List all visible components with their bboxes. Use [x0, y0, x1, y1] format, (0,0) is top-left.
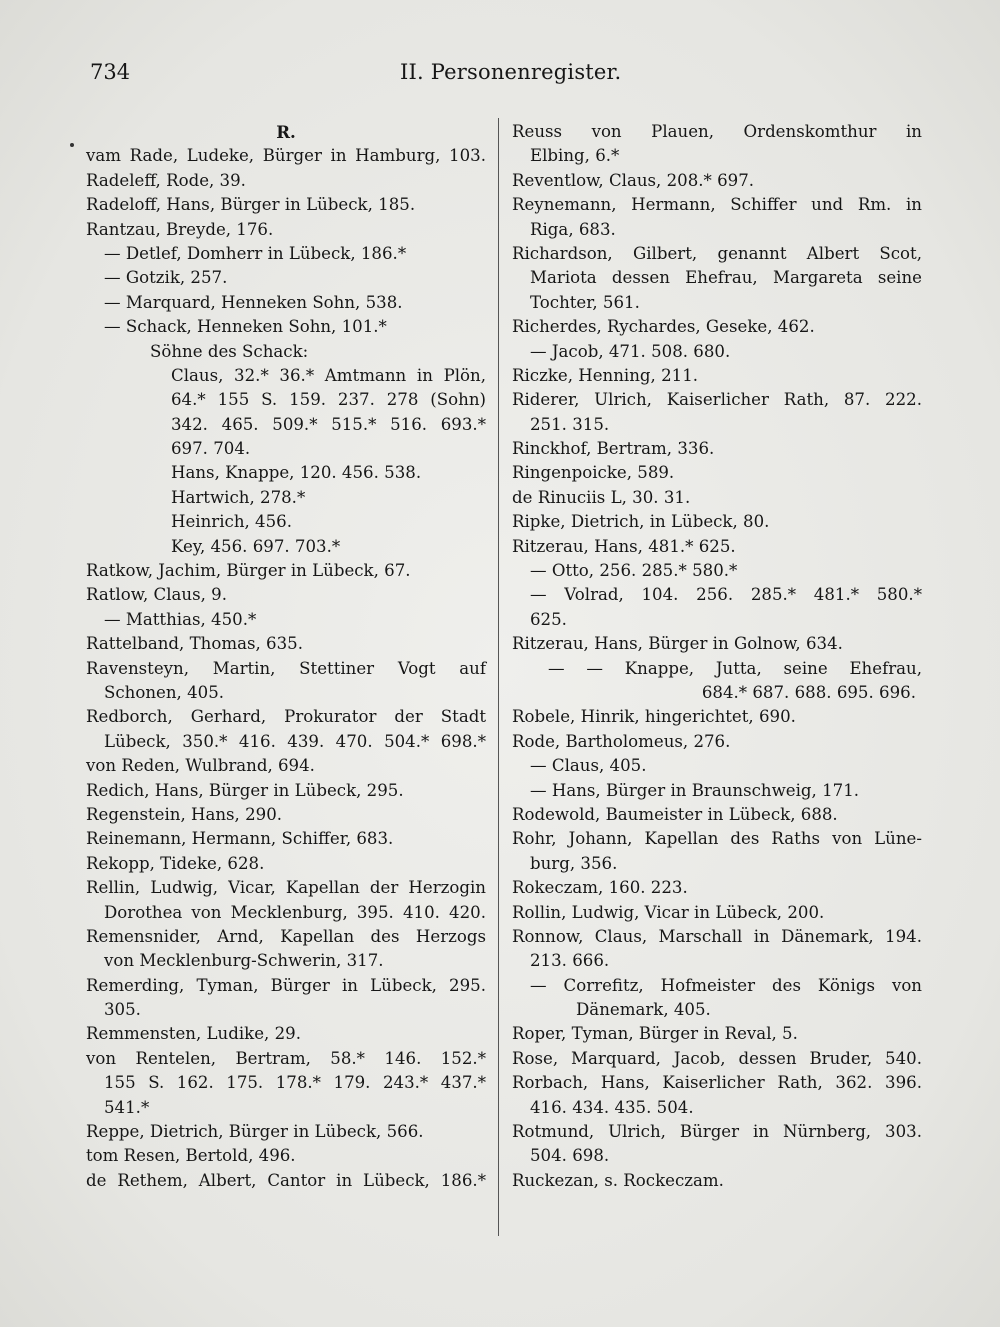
index-entry-line: von Reden, Wulbrand, 694. — [86, 756, 315, 776]
index-entry-line: tom Resen, Bertold, 496. — [86, 1146, 296, 1166]
index-entry-line: vam Rade, Ludeke, Bürger in Hamburg, 103. — [86, 146, 486, 166]
index-entry-line: — Correfitz, Hofmeister des Königs von — [530, 975, 922, 995]
index-entry-line: de Rethem, Albert, Cantor in Lübeck, 186.* — [86, 1170, 486, 1190]
index-entry-line: Redich, Hans, Bürger in Lübeck, 295. — [86, 780, 404, 800]
index-entry-line: Regenstein, Hans, 290. — [86, 804, 283, 824]
index-entry-line: 155 S. 162. 175. 178.* 179. 243.* 437.* — [104, 1073, 486, 1093]
index-entry-line: Reuss von Plauen, Ordenskomthur in — [512, 122, 922, 141]
page-title: II. Personenregister. — [400, 60, 622, 84]
index-entry-line: Richardson, Gilbert, genannt Albert Scot, — [512, 243, 922, 263]
index-entry-line: Remensnider, Arnd, Kapellan des Herzogs — [86, 926, 486, 946]
index-entry-line: — Gotzik, 257. — [104, 268, 228, 288]
section-letter-heading: R. — [276, 122, 296, 142]
index-entry-line: von Mecklenburg-Schwerin, 317. — [104, 951, 384, 971]
index-entry-line: Riga, 683. — [530, 219, 616, 239]
index-entry-line: Rellin, Ludwig, Vicar, Kapellan der Herzogin — [86, 878, 486, 898]
index-entry-line: Reventlow, Claus, 208.* 697. — [512, 170, 755, 190]
index-entry-line: Key, 456. 697. 703.* — [171, 536, 341, 556]
index-entry-line: Ravensteyn, Martin, Stettiner Vogt auf — [86, 658, 486, 678]
index-entry-line: Radeleff, Rode, 39. — [86, 170, 246, 190]
index-entry-line: Rorbach, Hans, Kaiserlicher Rath, 362. 396. — [512, 1073, 922, 1093]
index-entry-line: Rode, Bartholomeus, 276. — [512, 731, 731, 751]
index-entry-line: Ratkow, Jachim, Bürger in Lübeck, 67. — [86, 561, 411, 581]
index-entry-line: Roper, Tyman, Bürger in Reval, 5. — [512, 1024, 798, 1044]
index-entry-line: Tochter, 561. — [530, 292, 640, 312]
index-entry-line: Riderer, Ulrich, Kaiserlicher Rath, 87. 222. — [512, 390, 922, 410]
index-entry-line: Heinrich, 456. — [171, 512, 293, 532]
index-entry-line: Ratlow, Claus, 9. — [86, 585, 227, 605]
index-entry-line: — Matthias, 450.* — [104, 609, 257, 629]
index-entry-line: Remerding, Tyman, Bürger in Lübeck, 295. — [86, 975, 486, 995]
index-entry-line: Dänemark, 405. — [576, 1000, 711, 1020]
margin-mark — [70, 143, 74, 147]
index-entry-line: 251. 315. — [530, 414, 610, 434]
index-entry-line: 697. 704. — [171, 439, 251, 459]
index-entry-line: Riczke, Henning, 211. — [512, 365, 699, 385]
index-entry-line: — Detlef, Domherr in Lübeck, 186.* — [104, 243, 407, 263]
index-entry-line: 625. — [530, 609, 567, 629]
index-entry-line: Reinemann, Hermann, Schiffer, 683. — [86, 829, 394, 849]
index-entry-line: — Marquard, Henneken Sohn, 538. — [104, 292, 403, 312]
index-entry-line: von Rentelen, Bertram, 58.* 146. 152.* — [86, 1048, 486, 1068]
index-entry-line: Hartwich, 278.* — [171, 487, 306, 507]
index-entry-line: — Jacob, 471. 508. 680. — [530, 341, 731, 361]
index-entry-line: Rollin, Ludwig, Vicar in Lübeck, 200. — [512, 902, 825, 922]
index-entry-line: 504. 698. — [530, 1146, 610, 1166]
index-entry-line: Ringenpoicke, 589. — [512, 463, 675, 483]
index-entry-line: Claus, 32.* 36.* Amtmann in Plön, — [171, 365, 486, 385]
column-divider — [498, 118, 499, 1236]
index-entry-line: Reppe, Dietrich, Bürger in Lübeck, 566. — [86, 1122, 424, 1142]
index-entry-line: de Rinuciis L, 30. 31. — [512, 487, 691, 507]
index-entry-line: Remmensten, Ludike, 29. — [86, 1024, 301, 1044]
index-entry-line: Rattelband, Thomas, 635. — [86, 634, 303, 654]
index-entry-line: Rekopp, Tideke, 628. — [86, 853, 265, 873]
index-entry-line: Richerdes, Rychardes, Geseke, 462. — [512, 317, 815, 337]
left-column — [86, 120, 486, 1193]
index-entry-line: — Volrad, 104. 256. 285.* 481.* 580.* — [530, 585, 922, 605]
index-entry-line: 684.* 687. 688. 695. 696. — [701, 682, 916, 702]
index-entry-line: 342. 465. 509.* 515.* 516. 693.* — [171, 414, 486, 434]
index-entry-line: Elbing, 6.* — [530, 146, 620, 166]
index-entry-line: Ripke, Dietrich, in Lübeck, 80. — [512, 512, 770, 532]
index-entry-line: Ronnow, Claus, Marschall in Dänemark, 194. — [512, 926, 922, 946]
index-entry-line: Hans, Knappe, 120. 456. 538. — [171, 463, 422, 483]
index-entry-line: Rotmund, Ulrich, Bürger in Nürnberg, 303. — [512, 1122, 922, 1142]
index-entry-line: Redborch, Gerhard, Prokurator der Stadt — [86, 707, 486, 727]
index-entry-line: Dorothea von Mecklenburg, 395. 410. 420. — [104, 902, 486, 922]
index-entry-line: — Hans, Bürger in Braunschweig, 171. — [530, 780, 860, 800]
index-entry-line: Reynemann, Hermann, Schiffer und Rm. in — [512, 195, 922, 215]
right-column — [512, 120, 922, 1193]
index-entry-line: Schonen, 405. — [104, 682, 225, 702]
index-entry-line: Mariota dessen Ehefrau, Margareta seine — [530, 268, 922, 288]
index-entry-line: Ritzerau, Hans, 481.* 625. — [512, 536, 736, 556]
index-entry-line: Ritzerau, Hans, Bürger in Golnow, 634. — [512, 634, 843, 654]
index-entry-line: 64.* 155 S. 159. 237. 278 (Sohn) — [171, 390, 486, 410]
index-entry-line: Lübeck, 350.* 416. 439. 470. 504.* 698.* — [104, 731, 486, 751]
index-entry-line: Söhne des Schack: — [150, 341, 309, 361]
index-entry-line: Rantzau, Breyde, 176. — [86, 219, 274, 239]
index-entry-line: — — Knappe, Jutta, seine Ehefrau, — [548, 658, 922, 678]
index-entry-line: Rodewold, Baumeister in Lübeck, 688. — [512, 804, 838, 824]
page-number: 734 — [90, 60, 131, 84]
index-entry-line: Rokeczam, 160. 223. — [512, 878, 688, 898]
index-entry-line: Rose, Marquard, Jacob, dessen Bruder, 540. — [512, 1048, 922, 1068]
index-entry-line: — Schack, Henneken Sohn, 101.* — [104, 317, 387, 337]
index-entry-line: Ruckezan, s. Rockeczam. — [512, 1170, 724, 1190]
index-entry-line: 213. 666. — [530, 951, 610, 971]
index-entry-line: 541.* — [104, 1097, 150, 1117]
index-entry-line: burg, 356. — [530, 853, 618, 873]
index-entry-line: Rinckhof, Bertram, 336. — [512, 439, 715, 459]
index-entry-line: 416. 434. 435. 504. — [530, 1097, 694, 1117]
index-entry-line: 305. — [104, 1000, 141, 1020]
index-entry-line: — Otto, 256. 285.* 580.* — [530, 561, 738, 581]
index-entry-line: Robele, Hinrik, hingerichtet, 690. — [512, 707, 796, 727]
index-entry-line: — Claus, 405. — [530, 756, 647, 776]
index-entry-line: Rohr, Johann, Kapellan des Raths von Lüne- — [512, 829, 922, 849]
index-entry-line: Radeloff, Hans, Bürger in Lübeck, 185. — [86, 195, 416, 215]
